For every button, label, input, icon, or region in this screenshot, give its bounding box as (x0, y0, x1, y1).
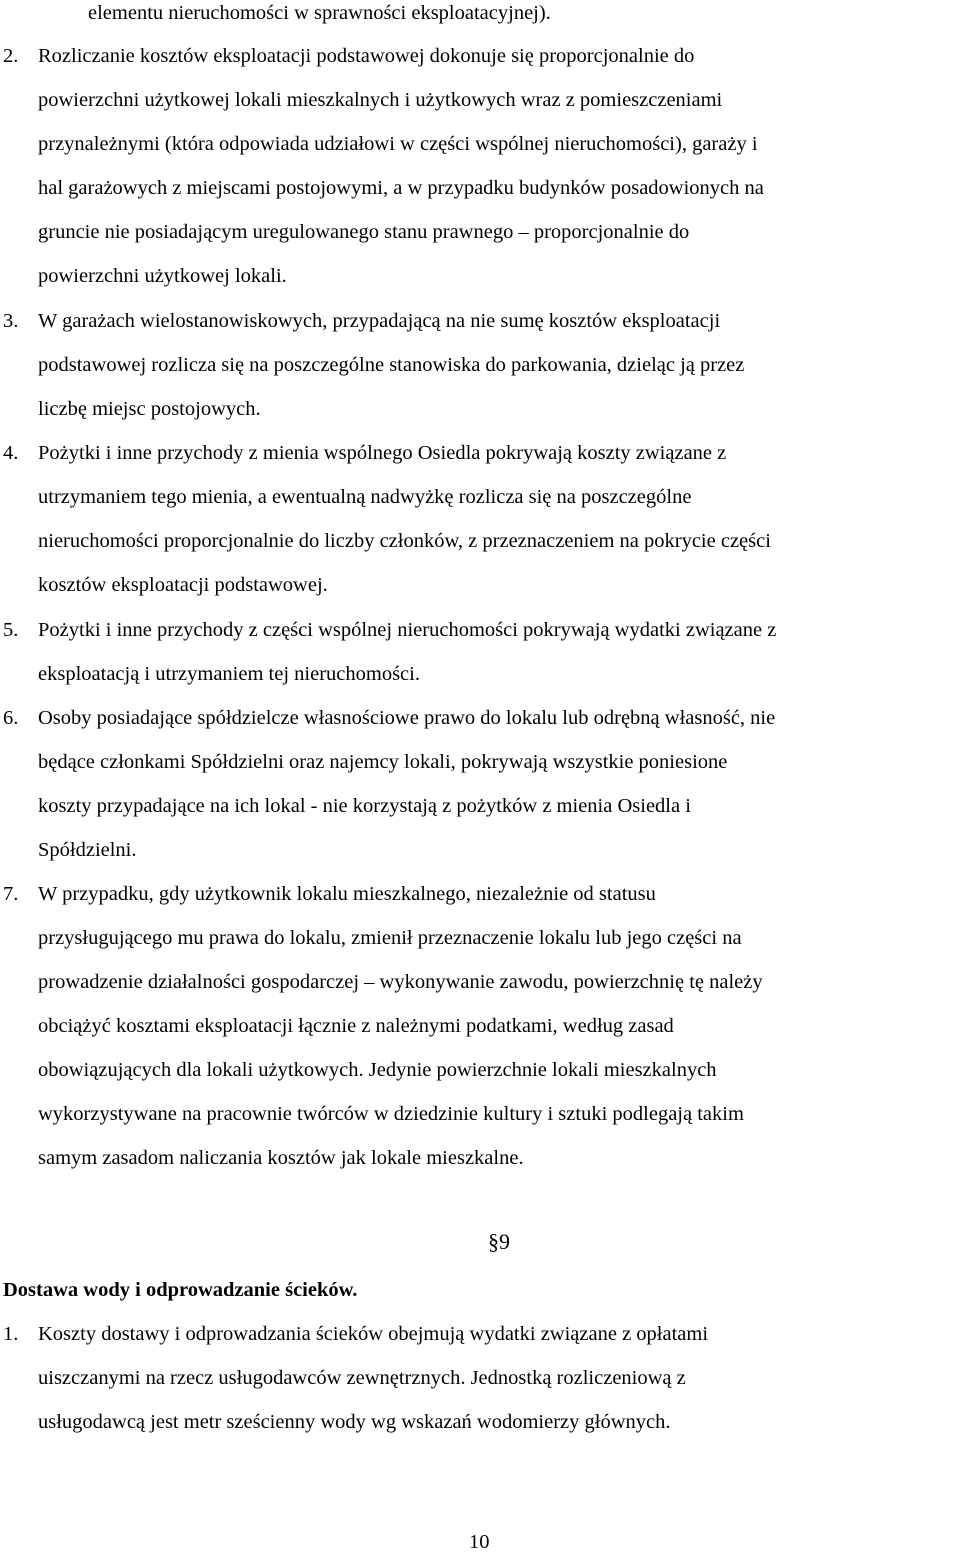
item-line: obowiązujących dla lokali użytkowych. Jedynie powierzchnie lokali mieszkalnych (38, 1059, 717, 1081)
item-number: 2. (3, 45, 19, 67)
item-line: wykorzystywane na pracownie twórców w dziedzinie kultury i sztuki podlegają takim (38, 1103, 744, 1125)
item-line: liczbę miejsc postojowych. (38, 398, 261, 420)
page-number: 10 (469, 1531, 490, 1553)
intro-line: elementu nieruchomości w sprawności eksploatacyjnej). (88, 2, 551, 24)
item-number: 7. (3, 883, 19, 905)
item-line: eksploatacją i utrzymaniem tej nieruchomości. (38, 663, 420, 685)
item-line: hal garażowych z miejscami postojowymi, a w przypadku budynków posadowionych na (38, 177, 764, 199)
item-line: przysługującego mu prawa do lokalu, zmienił przeznaczenie lokalu lub jego części na (38, 927, 742, 949)
item-line: obciążyć kosztami eksploatacji łącznie z należnymi podatkami, według zasad (38, 1015, 674, 1037)
item-line: Osoby posiadające spółdzielcze własnościowe prawo do lokalu lub odrębną własność, nie (38, 707, 776, 729)
item-number: 5. (3, 619, 19, 641)
item-line: podstawowej rozlicza się na poszczególne stanowiska do parkowania, dzieląc ją przez (38, 354, 745, 376)
item-number: 1. (3, 1323, 19, 1345)
item-line: prowadzenie działalności gospodarczej – wykonywanie zawodu, powierzchnię tę należy (38, 971, 763, 993)
item-number: 3. (3, 310, 19, 332)
item-line: utrzymaniem tego mienia, a ewentualną nadwyżkę rozlicza się na poszczególne (38, 486, 692, 508)
item-line: Rozliczanie kosztów eksploatacji podstawowej dokonuje się proporcjonalnie do (38, 45, 695, 67)
item-line: W garażach wielostanowiskowych, przypadającą na nie sumę kosztów eksploatacji (38, 310, 721, 332)
item-line: usługodawcą jest metr sześcienny wody wg wskazań wodomierzy głównych. (38, 1411, 671, 1433)
item-line: kosztów eksploatacji podstawowej. (38, 574, 328, 596)
item-line: powierzchni użytkowej lokali. (38, 265, 287, 287)
item-line: koszty przypadające na ich lokal - nie korzystają z pożytków z mienia Osiedla i (38, 795, 691, 817)
item-line: nieruchomości proporcjonalnie do liczby członków, z przeznaczeniem na pokrycie części (38, 530, 771, 552)
item-line: samym zasadom naliczania kosztów jak lokale mieszkalne. (38, 1147, 524, 1169)
section-heading: Dostawa wody i odprowadzanie ścieków. (3, 1279, 358, 1301)
item-line: powierzchni użytkowej lokali mieszkalnych i użytkowych wraz z pomieszczeniami (38, 89, 723, 111)
item-line: będące członkami Spółdzielni oraz najemcy lokali, pokrywają wszystkie poniesione (38, 751, 728, 773)
item-line: Pożytki i inne przychody z mienia wspólnego Osiedla pokrywają koszty związane z (38, 442, 727, 464)
item-number: 4. (3, 442, 19, 464)
item-line: W przypadku, gdy użytkownik lokalu mieszkalnego, niezależnie od statusu (38, 883, 656, 905)
section-mark: §9 (488, 1229, 510, 1254)
item-line: Koszty dostawy i odprowadzania ścieków obejmują wydatki związane z opłatami (38, 1323, 709, 1345)
item-number: 6. (3, 707, 19, 729)
item-line: uiszczanymi na rzecz usługodawców zewnętrznych. Jednostką rozliczeniową z (38, 1367, 686, 1389)
item-line: przynależnymi (która odpowiada udziałowi w części wspólnej nieruchomości), garaży i (38, 133, 758, 155)
item-line: Spółdzielni. (38, 839, 137, 861)
item-line: gruncie nie posiadającym uregulowanego stanu prawnego – proporcjonalnie do (38, 221, 690, 243)
item-line: Pożytki i inne przychody z części wspólnej nieruchomości pokrywają wydatki związane z (38, 619, 777, 641)
